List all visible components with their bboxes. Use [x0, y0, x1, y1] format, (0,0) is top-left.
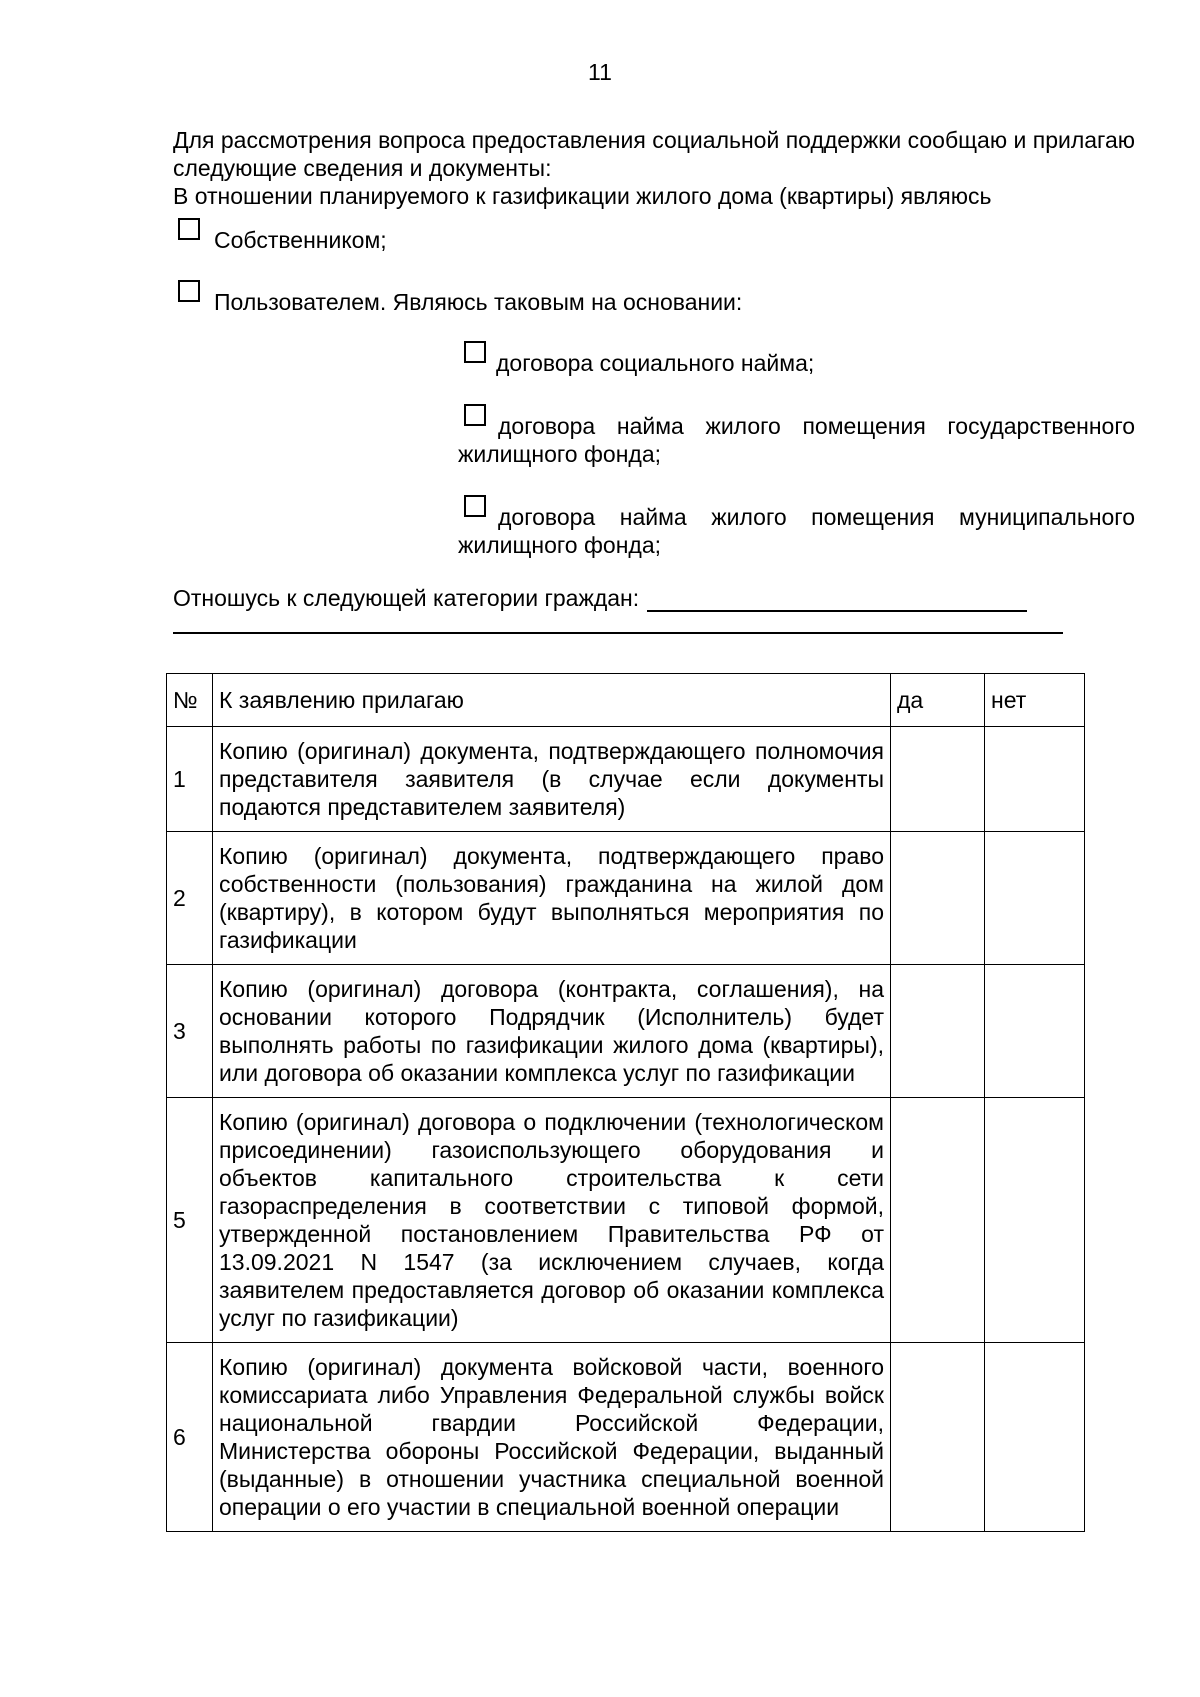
state-fund-option [458, 404, 1135, 468]
owner-option [178, 218, 387, 254]
row-no-cell[interactable] [985, 727, 1085, 832]
row-no-cell[interactable] [985, 965, 1085, 1098]
row-text: Копию (оригинал) документа, подтверждающего полномочия представителя заявителя (в случае если документы подаются представителем заявителя) [213, 727, 891, 832]
row-text: Копию (оригинал) документа, подтверждающего право собственности (пользования) гражданина на жилой дом (квартиру), в котором будут выполняться мероприятия по газификации [213, 832, 891, 965]
intro-lead: Для рассмотрения вопроса предоставления социальной поддержки сообщаю и прилагаю следующие сведения и документы: [173, 127, 1135, 181]
table-row [167, 1098, 1085, 1343]
row-num: 5 [167, 1098, 213, 1343]
state-fund-label-line1: договора найма жилого помещения государственного [498, 413, 1135, 439]
row-num: 6 [167, 1343, 213, 1532]
category-label: Отношусь к следующей категории граждан: [173, 585, 640, 611]
row-num: 3 [167, 965, 213, 1098]
table-row [167, 1343, 1085, 1532]
row-no-cell[interactable] [985, 1098, 1085, 1343]
header-doc: К заявлению прилагаю [213, 674, 891, 727]
municipal-fund-option [458, 495, 1135, 559]
table-header-row [167, 674, 1085, 727]
state-fund-label-line2: жилищного фонда; [458, 441, 662, 467]
owner-label: Собственником; [214, 227, 387, 253]
municipal-fund-label-line1: договора найма жилого помещения муниципального [498, 504, 1135, 530]
state-fund-checkbox[interactable] [464, 404, 486, 426]
table-row [167, 727, 1085, 832]
social-lease-checkbox[interactable] [464, 341, 486, 363]
municipal-fund-checkbox[interactable] [464, 495, 486, 517]
intro-text [173, 126, 1135, 210]
row-no-cell[interactable] [985, 1343, 1085, 1532]
table-row [167, 965, 1085, 1098]
user-label: Пользователем. Являюсь таковым на основании: [214, 289, 743, 315]
category-input-line-2[interactable] [173, 632, 1063, 634]
header-no: нет [985, 674, 1085, 727]
header-num: № [167, 674, 213, 727]
user-checkbox[interactable] [178, 280, 200, 302]
header-yes: да [891, 674, 985, 727]
row-yes-cell[interactable] [891, 832, 985, 965]
social-lease-option [464, 341, 814, 377]
page-number: 11 [588, 59, 612, 85]
row-num: 1 [167, 727, 213, 832]
intro-housing: В отношении планируемого к газификации жилого дома (квартиры) являюсь [173, 183, 992, 209]
user-option [178, 280, 742, 316]
row-text: Копию (оригинал) договора о подключении (технологическом присоединении) газоиспользующего оборудования и объектов капитального строительства к сети газораспределения в соответствии с типовой формой, утвержденной постановлением Правительства РФ от 13.09.2021 N 1547 (за исключением случаев, когда заявителем предоставляется договор об оказании комплекса услуг по газификации) [213, 1098, 891, 1343]
row-yes-cell[interactable] [891, 965, 985, 1098]
row-num: 2 [167, 832, 213, 965]
category-input-line[interactable] [647, 588, 1027, 612]
documents-table [166, 673, 1085, 1532]
row-text: Копию (оригинал) договора (контракта, соглашения), на основании которого Подрядчик (Исполнитель) будет выполнять работы по газификации жилого дома (квартиры), или договора об оказании комплекса услуг по газификации [213, 965, 891, 1098]
owner-checkbox[interactable] [178, 218, 200, 240]
row-yes-cell[interactable] [891, 1098, 985, 1343]
row-text: Копию (оригинал) документа войсковой части, военного комиссариата либо Управления Федеральной службы войск национальной гвардии Российской Федерации, Министерства обороны Российской Федерации, выданный (выданные) в отношении участника специальной военной операции о его участии в специальной военной операции [213, 1343, 891, 1532]
municipal-fund-label-line2: жилищного фонда; [458, 532, 662, 558]
row-yes-cell[interactable] [891, 1343, 985, 1532]
category-row [173, 584, 1027, 612]
row-yes-cell[interactable] [891, 727, 985, 832]
social-lease-label: договора социального найма; [496, 350, 815, 376]
row-no-cell[interactable] [985, 832, 1085, 965]
table-row [167, 832, 1085, 965]
